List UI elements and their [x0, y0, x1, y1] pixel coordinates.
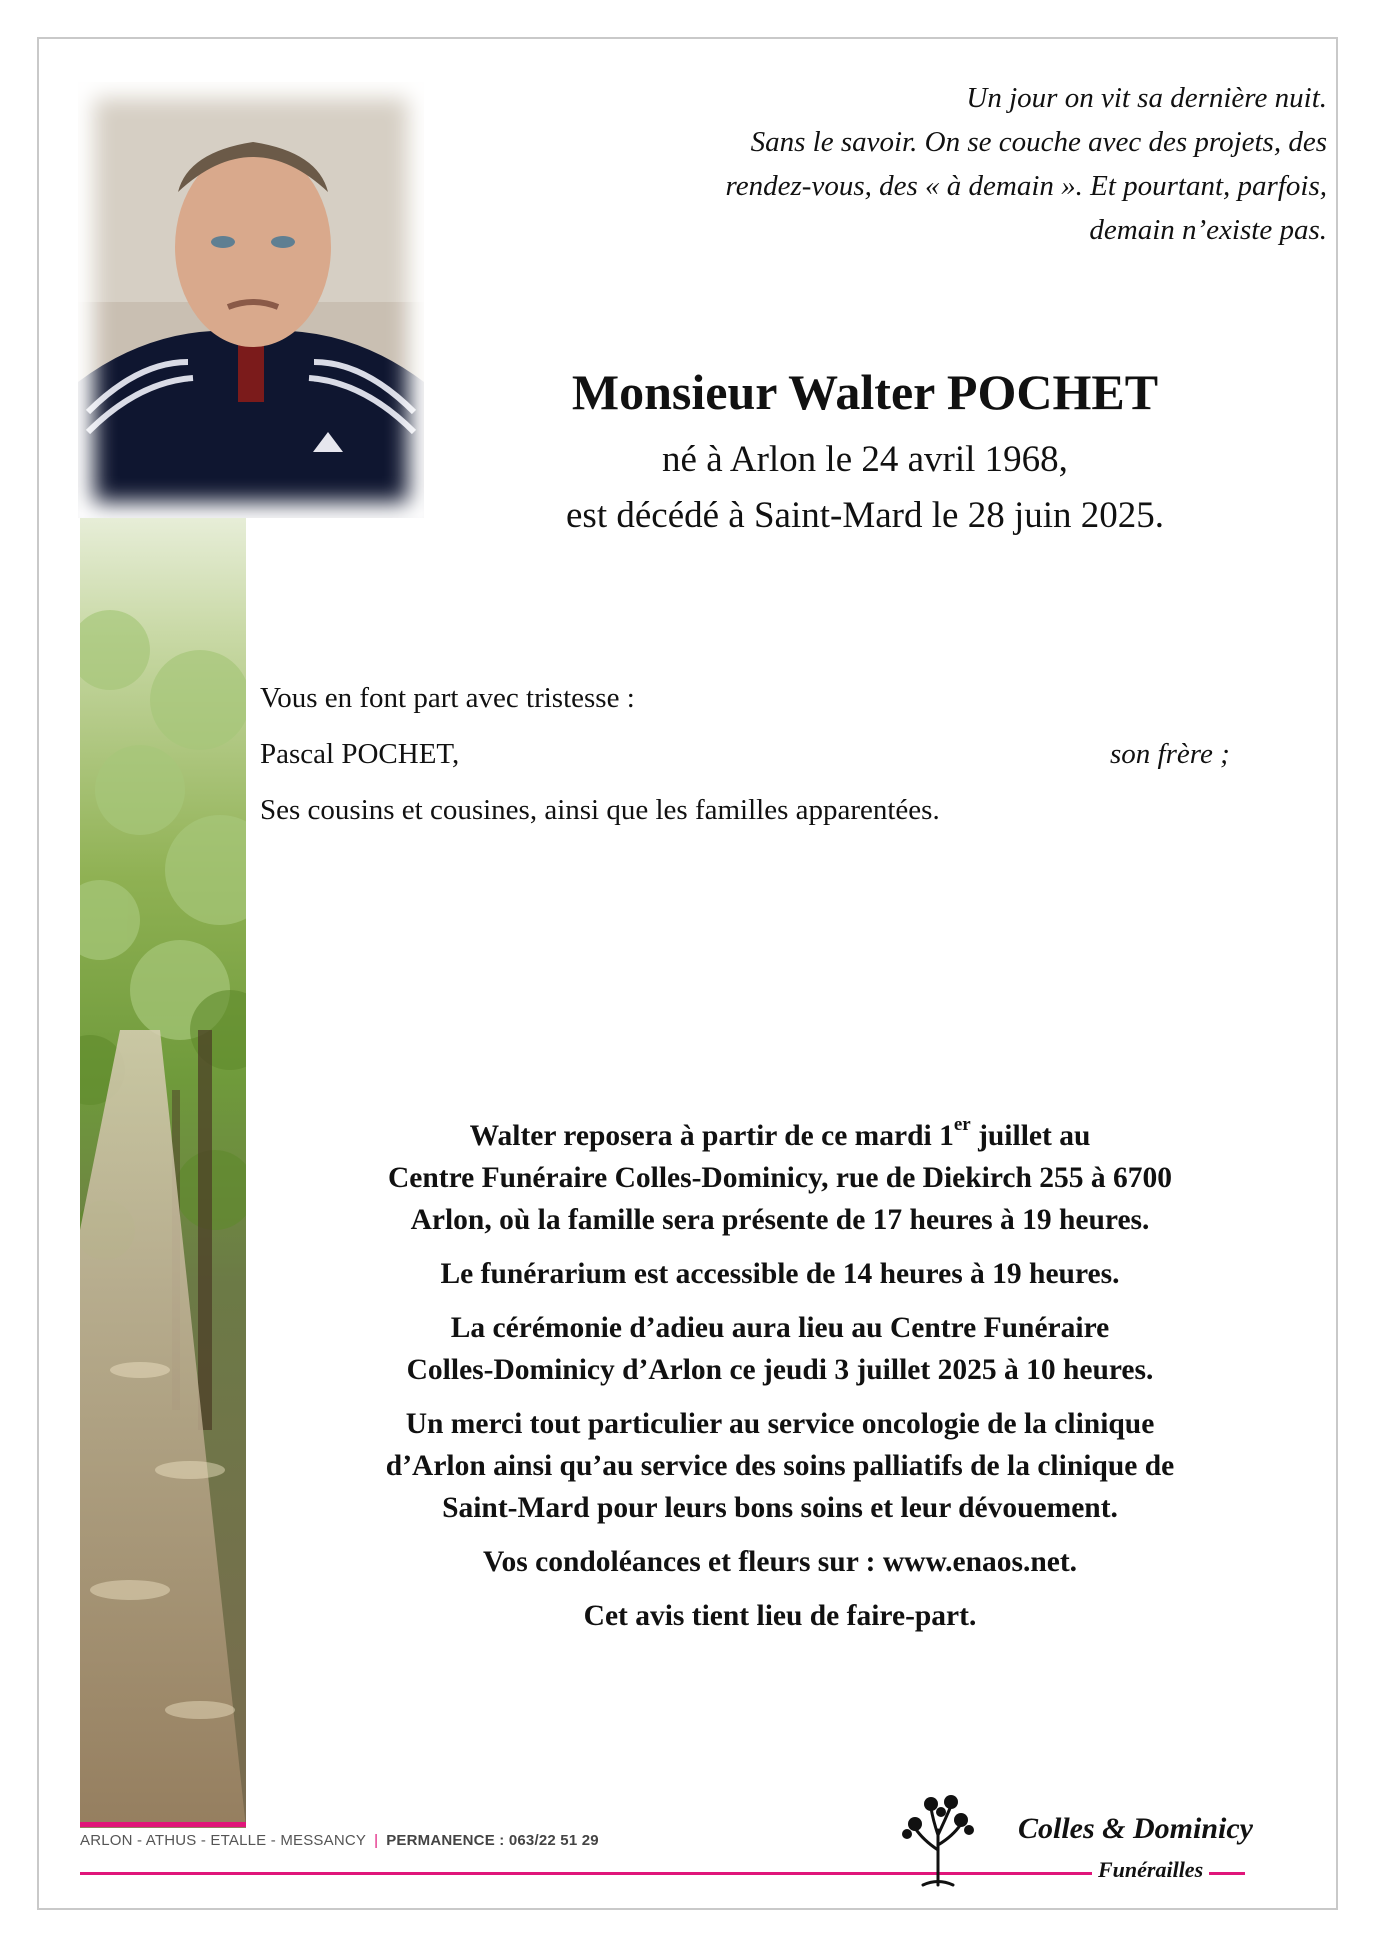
family-member-row [260, 726, 1300, 782]
family-member-relation: son frère ; [1110, 738, 1230, 770]
notice-line: Vos condoléances et fleurs sur : www.enaos.net. [482, 1546, 1078, 1578]
notice-line: Un merci tout particulier au service oncologie de la clinique [405, 1408, 1155, 1440]
notice-paragraph-visitation [280, 1115, 1280, 1241]
deceased-name: Monsieur Walter POCHET [571, 364, 1159, 420]
notice-text: juillet au [970, 1120, 1091, 1152]
family-others: Ses cousins et cousines, ainsi que les familles apparentées. [260, 794, 940, 826]
footer-locations: ARLON - ATHUS - ETALLE - MESSANCY [80, 1832, 367, 1849]
forest-path-image [80, 470, 246, 1828]
notice-text: Walter reposera à partir de ce mardi 1 [469, 1120, 954, 1152]
notice-paragraph-condolences [280, 1541, 1280, 1583]
poem-line: rendez-vous, des « à demain ». Et pourtant, parfois, [725, 170, 1327, 202]
notice-line [469, 1114, 1091, 1152]
notice-paragraph-ceremony [280, 1307, 1280, 1391]
notice-paragraph-thanks [280, 1403, 1280, 1529]
poem [467, 76, 1327, 252]
poem-line: Un jour on vit sa dernière nuit. [966, 82, 1327, 114]
portrait-photo [78, 82, 424, 518]
notice-line: Saint-Mard pour leurs bons soins et leur dévouement. [442, 1492, 1118, 1524]
footer-permanence: PERMANENCE : 063/22 51 29 [386, 1832, 599, 1849]
poem-line: demain n’existe pas. [1089, 214, 1327, 246]
footer-separator: | [374, 1832, 379, 1849]
notice-line: Le funérarium est accessible de 14 heures à 19 heures. [440, 1258, 1120, 1290]
footer-divider [80, 1872, 1245, 1875]
ordinal-superscript: er [953, 1114, 971, 1136]
notice-line: Colles-Dominicy d’Arlon ce jeudi 3 juillet 2025 à 10 heures. [406, 1354, 1154, 1386]
poem-line: Sans le savoir. On se couche avec des projets, des [750, 126, 1327, 158]
family-section [260, 670, 1300, 838]
family-member-name: Pascal POCHET, [260, 738, 460, 770]
birth-info: né à Arlon le 24 avril 1968, [662, 439, 1068, 480]
tree-icon [893, 1790, 983, 1890]
notice-line: d’Arlon ainsi qu’au service des soins palliatifs de la clinique de [385, 1450, 1175, 1482]
logo-name: Colles & Dominicy [1018, 1812, 1253, 1845]
notice-line: Centre Funéraire Colles-Dominicy, rue de Diekirch 255 à 6700 [387, 1162, 1173, 1194]
footer-contact [80, 1832, 599, 1849]
family-intro: Vous en font part avec tristesse : [260, 682, 635, 714]
forest-accent-bar [80, 1822, 246, 1827]
notice-line: La cérémonie d’adieu aura lieu au Centre Funéraire [450, 1312, 1110, 1344]
notice-paragraph-hours [280, 1253, 1280, 1295]
notice-line: Arlon, où la famille sera présente de 17 heures à 19 heures. [410, 1204, 1150, 1236]
death-info: est décédé à Saint-Mard le 28 juin 2025. [566, 495, 1164, 536]
logo-subtitle: Funérailles [1092, 1857, 1209, 1883]
funeral-notice [280, 1115, 1280, 1649]
notice-line: Cet avis tient lieu de faire-part. [583, 1600, 977, 1632]
notice-paragraph-closing [280, 1595, 1280, 1637]
